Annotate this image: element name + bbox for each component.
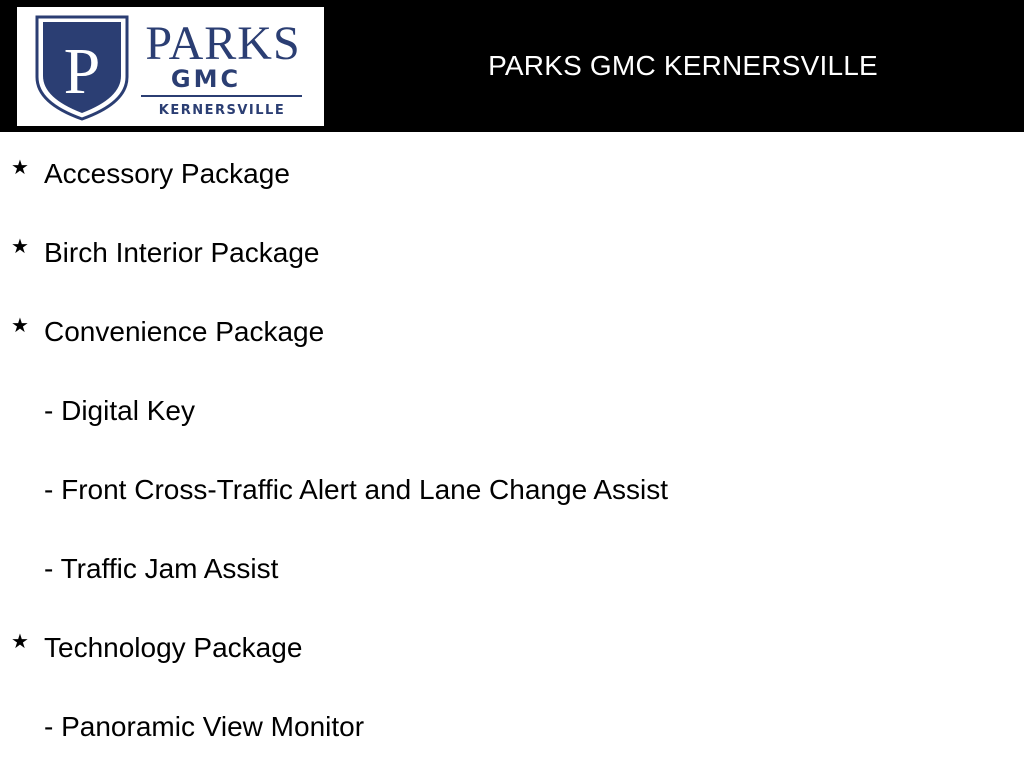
dealer-title: PARKS GMC KERNERSVILLE bbox=[488, 50, 878, 81]
list-item-text: Convenience Package bbox=[44, 316, 325, 347]
list-item-text: - Traffic Jam Assist bbox=[44, 553, 279, 584]
star-icon: ★ bbox=[11, 315, 29, 337]
list-item-package bbox=[0, 154, 1000, 194]
dealer-logo bbox=[17, 7, 324, 126]
logo-location: KERNERSVILLE bbox=[158, 103, 286, 118]
list-item-text: Birch Interior Package bbox=[44, 237, 320, 268]
logo-make: GMC bbox=[170, 65, 242, 93]
list-item bbox=[0, 391, 1000, 431]
list-item-package bbox=[0, 628, 1000, 668]
list-item bbox=[0, 707, 1000, 747]
logo-letter: P bbox=[63, 35, 101, 108]
list-item-text: - Panoramic View Monitor bbox=[44, 711, 365, 742]
list-item-text: - Front Cross-Traffic Alert and Lane Change Assist bbox=[44, 474, 669, 505]
shield-p-icon bbox=[17, 7, 324, 126]
star-icon: ★ bbox=[11, 631, 29, 653]
feature-list bbox=[0, 132, 1024, 768]
list-item-package bbox=[0, 233, 1000, 273]
list-item bbox=[0, 549, 1000, 589]
star-icon: ★ bbox=[11, 236, 29, 258]
logo-brand: PARKS bbox=[145, 17, 301, 70]
star-icon: ★ bbox=[11, 157, 29, 179]
list-item-text: - Digital Key bbox=[44, 395, 195, 426]
list-item-package bbox=[0, 312, 1000, 352]
list-item-text: Technology Package bbox=[44, 632, 303, 663]
list-item bbox=[0, 470, 1000, 510]
header-bar bbox=[0, 0, 1024, 132]
list-item-text: Accessory Package bbox=[44, 158, 290, 189]
